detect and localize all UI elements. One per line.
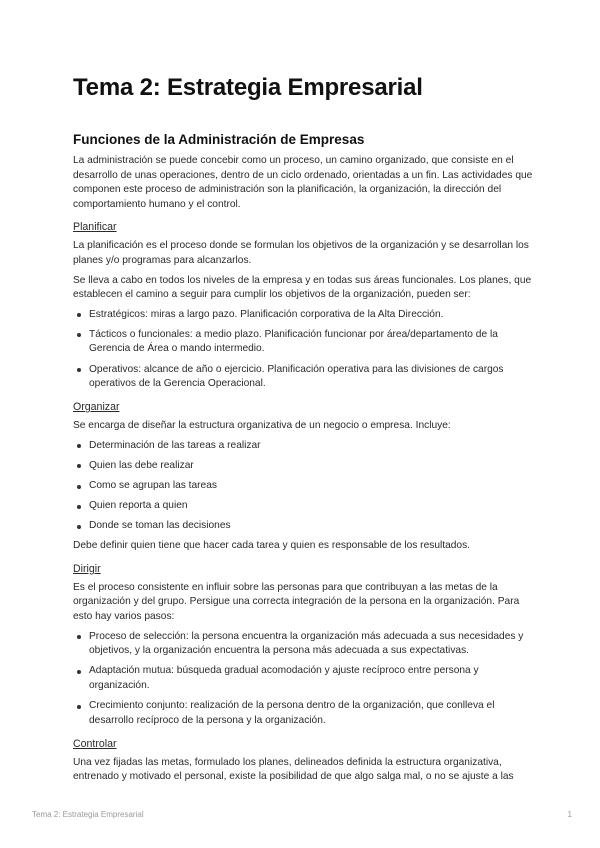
footer-title: Tema 2: Estrategia Empresarial	[32, 810, 144, 819]
list-item: Quien las debe realizar	[73, 459, 533, 474]
section-intro: La administración se puede concebir como un proceso, un camino organizado, que consiste en el desarrollo de unas operaciones, dentro de un ciclo ordenado, orientadas a un fin. Las actividades que componen este proceso de administración son la planificación, la organización, la dirección del comportamiento humano y el control.	[73, 155, 533, 210]
page-title: Tema 2: Estrategia Empresarial	[73, 74, 423, 101]
list-item: Operativos: alcance de año o ejercicio. Planificación operativa para las divisiones de cargos operativos de la Gerencia Operacional.	[73, 363, 533, 392]
planificar-paragraph-1: La planificación es el proceso donde se formulan los objetivos de la organización y se desarrollan los planes y/o programas para alcanzarlos.	[73, 240, 529, 266]
list-item: Donde se toman las decisiones	[73, 519, 533, 534]
list-item: Como se agrupan las tareas	[73, 479, 533, 494]
list-item: Tácticos o funcionales: a medio plazo. Planificación funcionar por área/departamento de la Gerencia de Área o mando intermedio.	[73, 328, 533, 357]
bullet-icon	[77, 485, 81, 489]
bullet-icon	[77, 705, 81, 709]
list-item: Estratégicos: miras a largo pazo. Planificación corporativa de la Alta Dirección.	[73, 308, 533, 323]
planificar-paragraph-2: Se lleva a cabo en todos los niveles de la empresa y en todas sus áreas funcionales. Los planes, que establecen el camino a seguir para cumplir los objetivos de la organización, pueden ser:	[73, 274, 532, 301]
planificar-list	[73, 308, 533, 392]
bullet-icon	[77, 505, 81, 509]
list-item: Quien reporta a quien	[73, 499, 533, 514]
bullet-icon	[77, 635, 81, 639]
subheading-planificar: Planificar	[73, 221, 117, 234]
bullet-icon	[77, 333, 81, 337]
organizar-paragraph-1: Se encarga de diseñar la estructura organizativa de un negocio o empresa. Incluye:	[73, 420, 451, 432]
list-item: Adaptación mutua: búsqueda gradual acomodación y ajuste recíproco entre persona y organización.	[73, 664, 533, 693]
bullet-icon	[77, 525, 81, 529]
controlar-paragraph-1: Una vez fijadas las metas, formulado los planes, delineados definida la estructura organizativa, entrenado y motivado el personal, existe la posibilidad de que algo salga mal, o no se ajuste a las	[73, 756, 514, 783]
bullet-icon	[77, 464, 81, 468]
list-item: Determinación de las tareas a realizar	[73, 439, 533, 454]
bullet-icon	[77, 368, 81, 372]
page-number: 1	[567, 810, 572, 819]
bullet-icon	[77, 670, 81, 674]
subheading-dirigir: Dirigir	[73, 562, 101, 575]
page-content	[73, 72, 533, 790]
subheading-organizar: Organizar	[73, 401, 120, 414]
dirigir-list	[73, 630, 533, 729]
list-item: Proceso de selección: la persona encuentra la organización más adecuada a sus necesidades y objetivos, y la organización encuentra la persona más adecuada a sus expectativas.	[73, 630, 533, 659]
subheading-controlar: Controlar	[73, 737, 117, 750]
dirigir-paragraph-1: Es el proceso consistente en influir sobre las personas para que contribuyan a las metas de la organización y del grupo. Persigue una correcta integración de la persona en la organización. Para esto hay varios pasos:	[73, 581, 520, 623]
section-heading: Funciones de la Administración de Empresas	[73, 132, 365, 147]
bullet-icon	[77, 444, 81, 448]
bullet-icon	[77, 313, 81, 317]
organizar-paragraph-2: Debe definir quien tiene que hacer cada tarea y quien es responsable de los resultados.	[73, 540, 471, 552]
organizar-list	[73, 439, 533, 534]
list-item: Crecimiento conjunto: realización de la persona dentro de la organización, que conlleva el desarrollo recíproco de la persona y la organización.	[73, 699, 533, 728]
